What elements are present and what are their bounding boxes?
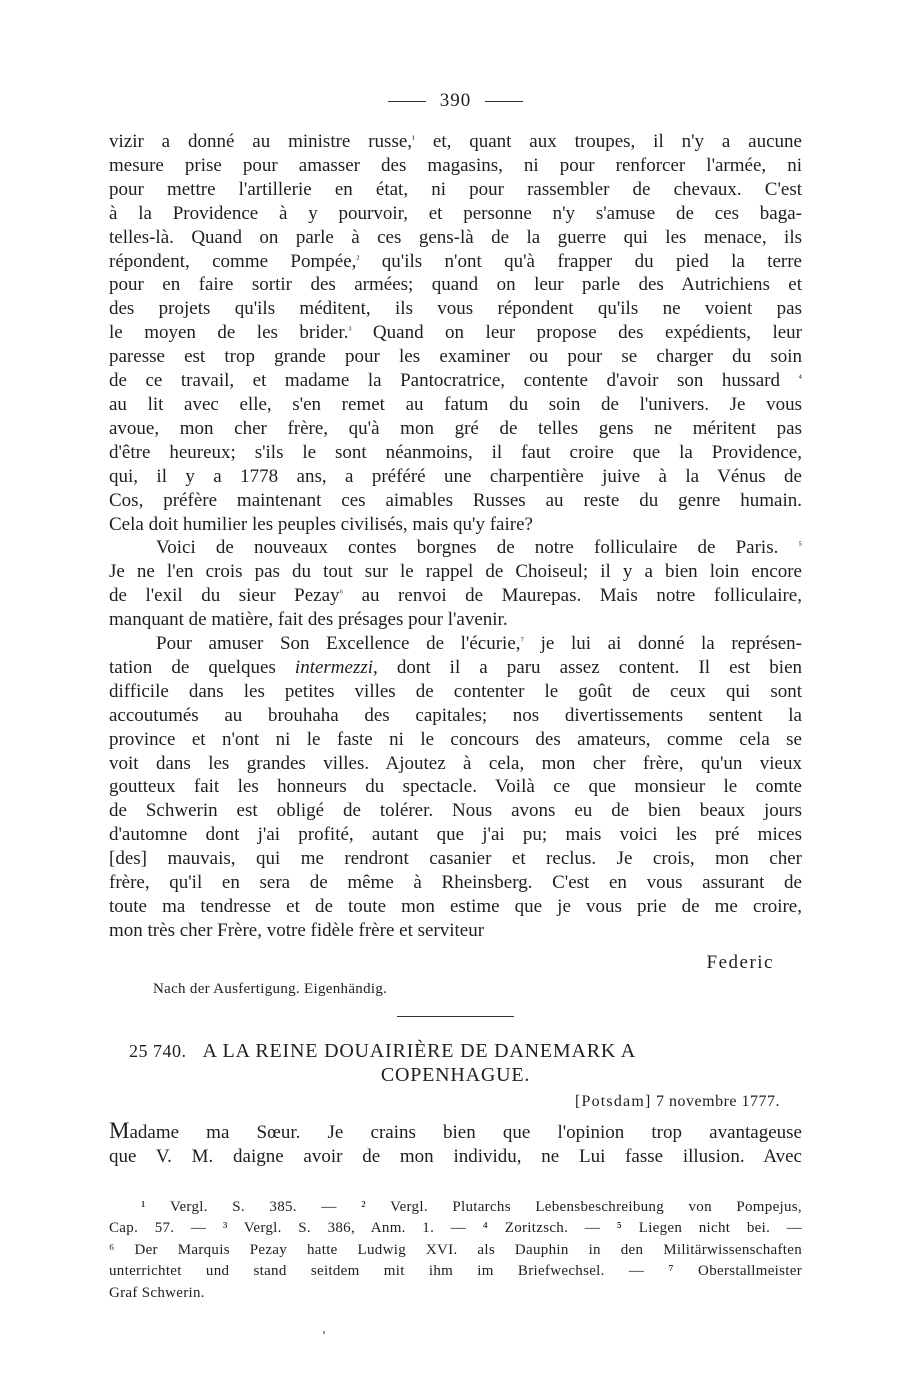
letter-dateline (109, 1093, 780, 1111)
footnote-line: Cap. 57. — ³ Vergl. S. 386, Anm. 1. — ⁴ Zoritzsch. — ⁵ Liegen nicht bei. — (109, 1220, 802, 1237)
text-line: telles-là. Quand on parle à ces gens-là de la guerre qui les menace, ils (109, 226, 802, 248)
text-line: paresse est trop grande pour les examiner ou pour se charger du soin (109, 346, 802, 368)
footnote-line: Graf Schwerin. (109, 1284, 205, 1301)
text-line: pour en faire sortir des armées; quand on leur parle des Autrichiens et (109, 274, 802, 296)
letter-opening (109, 1119, 802, 1169)
letter-number: 25 740. (129, 1040, 187, 1061)
footnote-line: unterrichtet und stand seitdem mit ihm im Briefwechsel. — ⁷ Oberstallmeister (109, 1263, 802, 1280)
text-line: voit dans les grandes villes. Ajoutez à cela, mon cher frère, qu'un vieux (109, 752, 802, 774)
footnote-ref: ⁴ (798, 373, 802, 385)
initial-letter: M (109, 1117, 130, 1143)
header-dash-left (388, 101, 426, 102)
footnote-line: ¹ Vergl. S. 385. — ² Vergl. Plutarchs Lebensbeschreibung von Pompejus, (141, 1198, 802, 1215)
letter-date: 7 novembre 1777. (651, 1092, 780, 1110)
header-dash-right (485, 101, 523, 102)
footnote-ref: ⁷ (520, 636, 525, 648)
text-line: d'être heureux; s'ils le sont néanmoins, il faut croire que la Providence, (109, 441, 802, 463)
page-number-header (109, 86, 802, 116)
footnote-ref: ² (356, 253, 360, 265)
text-line: que V. M. daigne avoir de mon individu, ne Lui fasse illusion. Avec (109, 1145, 802, 1167)
section-separator (397, 1016, 514, 1017)
text-line: Je ne l'en crois pas du tout sur le rappel de Choiseul; il y a bien loin encore (109, 561, 802, 583)
text-line: le moyen de les brider.$^{^3}$ Quand on leur propose des expédients, leur (109, 322, 803, 344)
text-line: difficile dans les petites villes de contenter le goût de ceux qui sont (109, 680, 802, 702)
text-line: Pour amuser Son Excellence de l'écurie,$^{^7}$ je lui ai donné la représen- (156, 633, 802, 655)
footnote-line: ⁶ Der Marquis Pezay hatte Ludwig XVI. als Dauphin in den Militärwissenschaften (109, 1241, 802, 1258)
text-line: [des] mauvais, qui me rendront casanier et reclus. Je crois, mon cher (109, 848, 802, 870)
text-line: mesure prise pour amasser des magasins, ni pour renforcer l'armée, ni (109, 154, 802, 176)
text-line: toute ma tendresse et de toute mon estime que je vous prie de me croire, (109, 896, 802, 917)
text-line: des projets qu'ils méditent, ils vous répondent qu'ils ne voient pas (109, 298, 802, 320)
text-line: Voici de nouveaux contes borgnes de notre folliculaire de Paris. $^{^5}$ (156, 537, 803, 559)
footnotes (109, 1197, 802, 1305)
text-line: Cela doit humilier les peuples civilisés, mais qu'y faire? (109, 513, 533, 535)
italic-term: intermezzi (294, 656, 374, 678)
letter-heading (109, 1039, 802, 1087)
text-line: vizir a donné au ministre russe,$^{^1}$ et, quant aux troupes, il n'y a aucune (109, 131, 802, 152)
letter-body (109, 130, 803, 973)
text-line: avoue, mon cher frère, qu'à mon gré de telles gens ne méritent pas (109, 417, 802, 439)
text-line: de Schwerin est obligé de tolérer. Nous avons eu de bien beaux jours (109, 800, 802, 822)
text-line: d'automne dont j'ai profité, autant que j'ai pu; mais voici les pré mices (109, 824, 802, 846)
text-line: mon très cher Frère, votre fidèle frère et serviteur (109, 919, 485, 941)
text-line: province et n'ont ni le faste ni le concours des amateurs, comme cela se (109, 728, 802, 750)
text-line: tation de quelques intermezzi, dont il a paru assez content. Il est bien (109, 656, 802, 678)
letter-recipient: A LA REINE DOUAIRIÈRE DE DANEMARK A (202, 1039, 637, 1062)
source-note: Nach der Ausfertigung. Eigenhändig. (153, 980, 388, 997)
print-speck (323, 1331, 325, 1334)
signature: Federic (706, 951, 774, 973)
footnote-ref: ³ (348, 325, 352, 337)
text-line: goutteux fait les honneurs du spectacle. Voilà ce que monsieur le comte (109, 776, 802, 798)
footnote-ref: ⁵ (798, 540, 803, 552)
text-line: pour mettre l'artillerie en état, ni pour rassembler de chevaux. C'est (109, 178, 802, 200)
letter-place: [Potsdam] (574, 1092, 652, 1110)
book-page (109, 86, 802, 1304)
footnote-ref: ¹ (412, 134, 416, 145)
page-number: 390 (439, 90, 472, 111)
text-line: qui, il y a 1778 ans, a préféré une charpentière juive à la Vénus de (109, 465, 802, 487)
text-line: de l'exil du sieur Pezay$^{^6}$ au renvoi de Maurepas. Mais notre folliculaire, (109, 585, 802, 607)
text-line: manquant de matière, fait des présages pour l'avenir. (109, 609, 508, 631)
text-line: accoutumés au brouhaha des capitales; nos divertissements sentent la (109, 704, 802, 726)
letter-recipient-city: COPENHAGUE. (380, 1063, 531, 1086)
text-line: à la Providence à y pourvoir, et personne n'y s'amuse de ces baga- (109, 202, 802, 224)
text-line: frère, qu'il en sera de même à Rheinsberg. C'est en vous assurant de (109, 872, 802, 894)
text-line: au lit avec elle, s'en remet au fatum du soin de l'univers. Je vous (109, 393, 802, 415)
letter-heading-line (109, 1039, 802, 1063)
text-line: Cos, préfère maintenant ces aimables Russes au reste du genre humain. (109, 489, 802, 511)
text-line: Madame ma Sœur. Je crains bien que l'opinion trop avantageuse (109, 1117, 802, 1143)
text-line: de ce travail, et madame la Pantocratrice, contente d'avoir son hussard $^{^4}$ (109, 370, 802, 392)
footnote-ref: ⁶ (339, 588, 344, 600)
signature-row (109, 943, 802, 973)
text-line: répondent, comme Pompée,$^{^2}$ qu'ils n'ont qu'à frapper du pied la terre (109, 250, 802, 272)
